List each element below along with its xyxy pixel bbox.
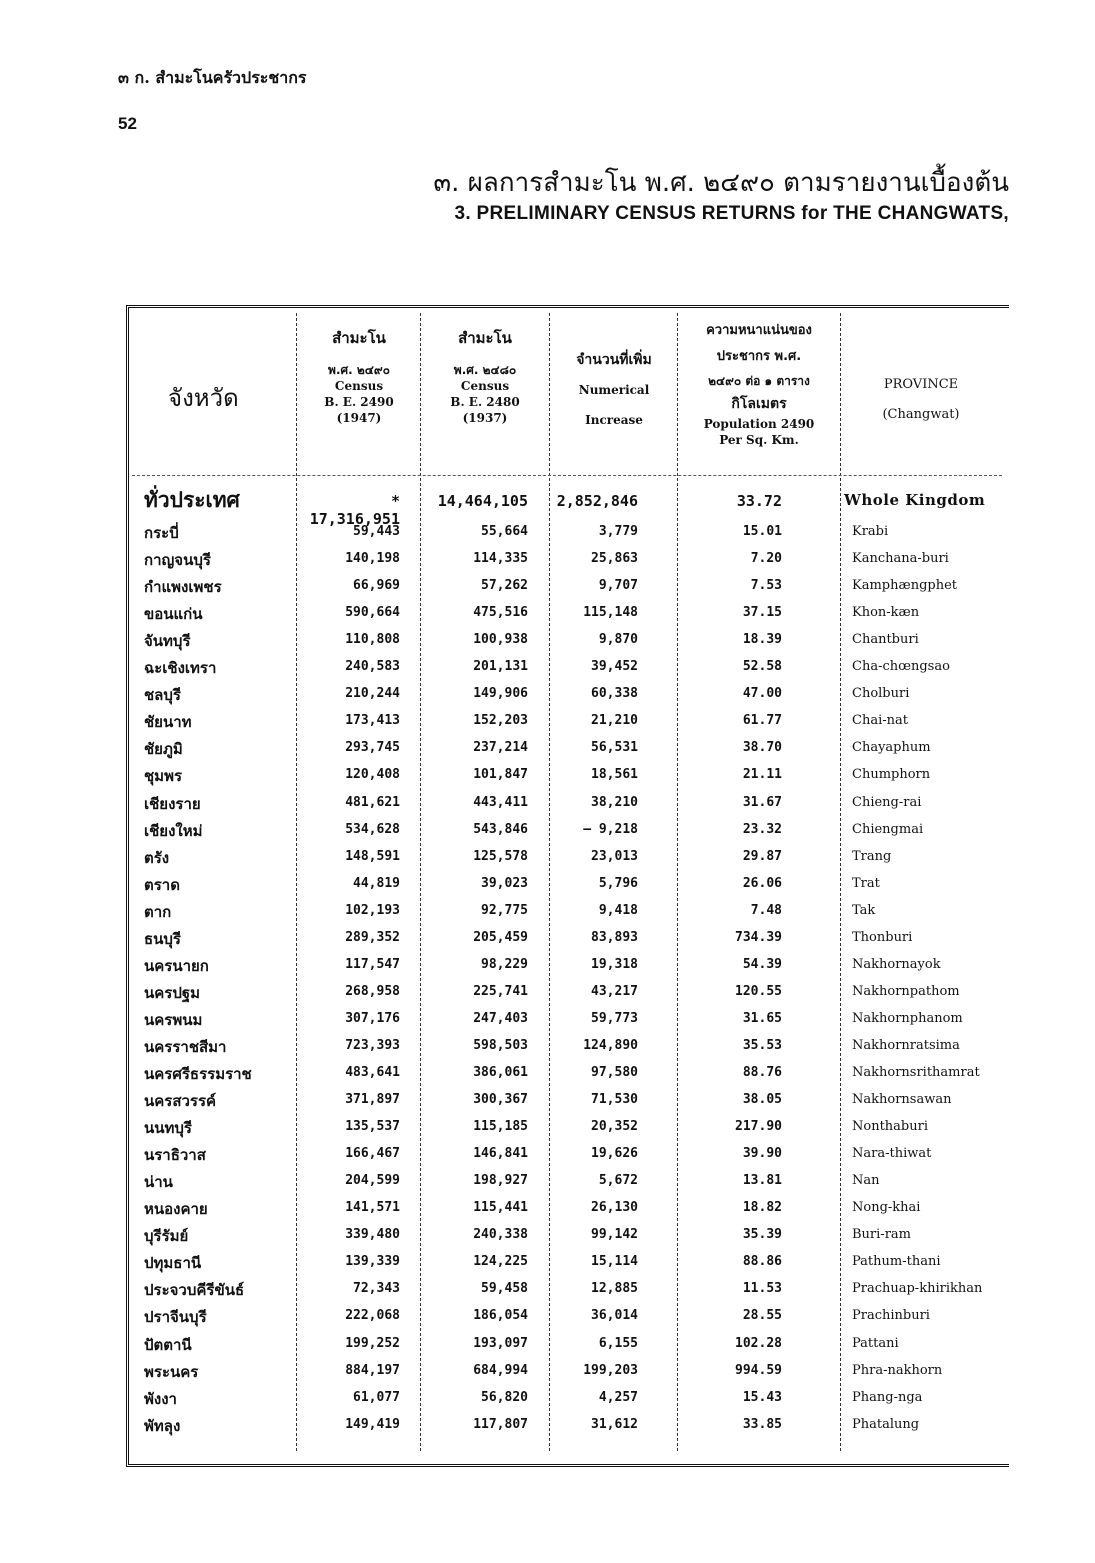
census-1947: 149,419 (345, 1417, 400, 1432)
province-thai: ปัตตานี (144, 1336, 192, 1354)
table-row (132, 1303, 1002, 1330)
col-header-line: จำนวนที่เพิ่ม (576, 352, 652, 368)
numerical-increase: 59,773 (591, 1011, 638, 1026)
density: 52.58 (742, 659, 782, 674)
census-1947: 102,193 (345, 903, 400, 918)
density: 217.90 (735, 1119, 782, 1134)
province-english: Nakhornayok (852, 957, 941, 972)
numerical-increase: 115,148 (583, 605, 638, 620)
table-row (132, 1195, 1002, 1222)
census-1947: 72,343 (353, 1281, 400, 1296)
numerical-increase: 21,210 (591, 713, 638, 728)
province-english: Trang (852, 849, 892, 864)
province-english: Chantburi (852, 632, 919, 647)
density: 38.70 (742, 740, 782, 755)
census-1937: 55,664 (481, 524, 528, 539)
numerical-increase: 124,890 (583, 1038, 638, 1053)
province-thai: นนทบุรี (144, 1119, 192, 1137)
census-1947: 61,077 (353, 1390, 400, 1405)
province-thai: ตรัง (144, 849, 170, 867)
table-title-thai: ๓. ผลการสำมะโน พ.ศ. ๒๔๙๐ ตามรายงานเบื้องต้น (433, 168, 1009, 198)
province-thai: เชียงราย (144, 795, 201, 813)
province-english: Nakhornsrithamrat (852, 1065, 980, 1080)
province-english: Tak (852, 903, 876, 918)
table-title-english: 3. PRELIMINARY CENSUS RETURNS for THE CHANGWATS, (454, 203, 1009, 224)
province-thai: นครนายก (144, 957, 209, 975)
province-thai: กระบี่ (144, 524, 179, 542)
table-row (132, 1276, 1002, 1303)
census-1947: 148,591 (345, 849, 400, 864)
province-english: Kanchana-buri (852, 551, 949, 566)
province-thai: นครศรีธรรมราช (144, 1065, 252, 1083)
table-row (132, 817, 1002, 844)
census-1947: 307,176 (345, 1011, 400, 1026)
census-1937: 193,097 (473, 1336, 528, 1351)
numerical-increase: 56,531 (591, 740, 638, 755)
census-1947: 204,599 (345, 1173, 400, 1188)
province-english: Chiengmai (852, 822, 924, 837)
col-header-line: B. E. 2490 (324, 395, 394, 409)
col-header-line: (1947) (336, 411, 382, 425)
table-row (132, 844, 1002, 871)
table-row (132, 1141, 1002, 1168)
numerical-increase: 18,561 (591, 767, 638, 782)
census-1937: 201,131 (473, 659, 528, 674)
province-thai: ชัยนาท (144, 713, 192, 731)
col-density-header (681, 318, 837, 448)
col-header-line: Numerical (578, 383, 650, 397)
census-1937: 115,185 (473, 1119, 528, 1134)
density: 33.72 (736, 492, 782, 510)
numerical-increase: 97,580 (591, 1065, 638, 1080)
density: 26.06 (742, 876, 782, 891)
table-row (132, 1249, 1002, 1276)
census-1937: 186,054 (473, 1308, 528, 1323)
numerical-increase: 36,014 (591, 1308, 638, 1323)
province-thai: นครสวรรค์ (144, 1092, 217, 1110)
census-1937: 598,503 (473, 1038, 528, 1053)
province-english: Trat (852, 876, 880, 891)
census-1947: 289,352 (345, 930, 400, 945)
numerical-increase: 15,114 (591, 1254, 638, 1269)
province-english: Phra-nakhorn (852, 1363, 943, 1378)
density: 13.81 (742, 1173, 782, 1188)
census-1937: 225,741 (473, 984, 528, 999)
census-1937: 443,411 (473, 795, 528, 810)
density: 21.11 (742, 767, 782, 782)
density: 33.85 (742, 1417, 782, 1432)
census-1947: 141,571 (345, 1200, 400, 1215)
density: 18.82 (742, 1200, 782, 1215)
density: 88.76 (742, 1065, 782, 1080)
table-row (132, 1006, 1002, 1033)
col-header-line: Per Sq. Km. (719, 433, 799, 447)
province-header-thai: จังหวัด (168, 384, 239, 412)
province-english: Nakhornratsima (852, 1038, 960, 1053)
census-1947: * 17,316,951 (309, 492, 400, 528)
province-english: Kamphængphet (852, 578, 958, 593)
province-english: Nong-khai (852, 1200, 921, 1215)
province-thai: เชียงใหม่ (144, 822, 203, 840)
density: 11.53 (742, 1281, 782, 1296)
col-header-line: Census (460, 379, 510, 393)
census-1947: 173,413 (345, 713, 400, 728)
col-header-line: ประชากร พ.ศ. (716, 349, 802, 364)
table-row (132, 1412, 1002, 1439)
table-row (132, 681, 1002, 708)
numerical-increase: 23,013 (591, 849, 638, 864)
col-header-line: สำมะโน (458, 329, 512, 347)
numerical-increase: 19,626 (591, 1146, 638, 1161)
census-1937: 205,459 (473, 930, 528, 945)
census-1937: 39,023 (481, 876, 528, 891)
header-separator (132, 475, 1002, 476)
density: 35.53 (742, 1038, 782, 1053)
table-row (132, 573, 1002, 600)
census-1937: 124,225 (473, 1254, 528, 1269)
table-row (132, 654, 1002, 681)
density: 61.77 (742, 713, 782, 728)
province-thai: น่าน (144, 1173, 173, 1191)
census-1937: 240,338 (473, 1227, 528, 1242)
province-english: Whole Kingdom (844, 491, 986, 509)
table-row (132, 871, 1002, 898)
census-1937: 98,229 (481, 957, 528, 972)
province-english: Cha-chœngsao (852, 659, 950, 674)
census-1937: 247,403 (473, 1011, 528, 1026)
col-census-1937-header (424, 330, 546, 426)
col-census-1947-header (300, 330, 418, 426)
density: 734.39 (735, 930, 782, 945)
col-header-line: สำมะโน (332, 329, 386, 347)
col-header-line: Census (334, 379, 384, 393)
province-english: Chumphorn (852, 767, 931, 782)
census-1947: 59,443 (353, 524, 400, 539)
census-1947: 66,969 (353, 578, 400, 593)
table-row (132, 519, 1002, 546)
census-1937: 117,807 (473, 1417, 528, 1432)
table-row (132, 1385, 1002, 1412)
table-row (132, 1033, 1002, 1060)
census-1947: 135,537 (345, 1119, 400, 1134)
province-thai: กำแพงเพชร (144, 578, 222, 596)
numerical-increase: 5,796 (598, 876, 638, 891)
table-row (132, 952, 1002, 979)
census-1947: 534,628 (345, 822, 400, 837)
province-thai: ขอนแก่น (144, 605, 203, 623)
province-english: Chieng-rai (852, 795, 922, 810)
table-row (132, 1168, 1002, 1195)
province-header-line: PROVINCE (883, 377, 959, 392)
numerical-increase: 19,318 (591, 957, 638, 972)
table-row (132, 1358, 1002, 1385)
col-header-line: Population 2490 (703, 417, 815, 431)
province-english: Krabi (852, 524, 889, 539)
census-1947: 44,819 (353, 876, 400, 891)
census-1947: 117,547 (345, 957, 400, 972)
census-1937: 198,927 (473, 1173, 528, 1188)
numerical-increase: 39,452 (591, 659, 638, 674)
census-1937: 237,214 (473, 740, 528, 755)
province-thai: ตาก (144, 903, 172, 921)
numerical-increase: 43,217 (591, 984, 638, 999)
census-1947: 339,480 (345, 1227, 400, 1242)
col-header-line: พ.ศ. ๒๔๘๐ (453, 363, 517, 377)
province-thai: หนองคาย (144, 1200, 208, 1218)
census-1937: 146,841 (473, 1146, 528, 1161)
province-thai: พัทลุง (144, 1417, 181, 1435)
table-row (132, 735, 1002, 762)
province-thai: ธนบุรี (144, 930, 181, 948)
numerical-increase: 4,257 (598, 1390, 638, 1405)
numerical-increase: 83,893 (591, 930, 638, 945)
census-1937: 125,578 (473, 849, 528, 864)
census-1937: 100,938 (473, 632, 528, 647)
table-row (132, 546, 1002, 573)
density: 15.43 (742, 1390, 782, 1405)
census-1947: 139,339 (345, 1254, 400, 1269)
census-1947: 222,068 (345, 1308, 400, 1323)
province-english: Buri-ram (852, 1227, 911, 1242)
table-row (132, 898, 1002, 925)
numerical-increase: 38,210 (591, 795, 638, 810)
province-thai: นครปฐม (144, 984, 201, 1002)
province-english: Phatalung (852, 1417, 920, 1432)
density: 7.48 (750, 903, 782, 918)
table-row (132, 790, 1002, 817)
census-1937: 684,994 (473, 1363, 528, 1378)
col-header-line: พ.ศ. ๒๔๙๐ (328, 363, 390, 377)
province-english: Pattani (852, 1336, 899, 1351)
numerical-increase: 199,203 (583, 1363, 638, 1378)
census-1947: 240,583 (345, 659, 400, 674)
density: 38.05 (742, 1092, 782, 1107)
density: 31.67 (742, 795, 782, 810)
province-thai: บุรีรัมย์ (144, 1227, 189, 1245)
province-english: Nakhornsawan (852, 1092, 952, 1107)
running-header: ๓ ก. สำมะโนครัวประชากร (118, 68, 307, 87)
density: 23.32 (742, 822, 782, 837)
province-english: Khon-kæn (852, 605, 920, 620)
numerical-increase: 20,352 (591, 1119, 638, 1134)
province-thai: นครพนม (144, 1011, 203, 1029)
census-1937: 115,441 (473, 1200, 528, 1215)
census-1947: 268,958 (345, 984, 400, 999)
census-1947: 481,621 (345, 795, 400, 810)
census-1937: 300,367 (473, 1092, 528, 1107)
census-1947: 884,197 (345, 1363, 400, 1378)
numerical-increase: 31,612 (591, 1417, 638, 1432)
province-english: Cholburi (852, 686, 910, 701)
col-header-line: ความหนาแน่นของ (706, 323, 812, 338)
numerical-increase: 25,863 (591, 551, 638, 566)
density: 31.65 (742, 1011, 782, 1026)
density: 994.59 (735, 1363, 782, 1378)
province-english: Nakhornphanom (852, 1011, 963, 1026)
col-increase-header (553, 352, 675, 428)
province-header-english (846, 370, 996, 430)
numerical-increase: 6,155 (598, 1336, 638, 1351)
census-1937: 149,906 (473, 686, 528, 701)
province-thai: ปทุมธานี (144, 1254, 202, 1272)
density: 15.01 (742, 524, 782, 539)
census-1937: 475,516 (473, 605, 528, 620)
province-thai: กาญจนบุรี (144, 551, 211, 569)
density: 7.53 (750, 578, 782, 593)
census-1947: 590,664 (345, 605, 400, 620)
census-1947: 110,808 (345, 632, 400, 647)
census-1937: 386,061 (473, 1065, 528, 1080)
density: 35.39 (742, 1227, 782, 1242)
census-1937: 56,820 (481, 1390, 528, 1405)
census-1937: 101,847 (473, 767, 528, 782)
census-1947: 723,393 (345, 1038, 400, 1053)
census-1937: 152,203 (473, 713, 528, 728)
province-english: Prachuap-khirikhan (852, 1281, 983, 1296)
numerical-increase: 99,142 (591, 1227, 638, 1242)
census-1937: 57,262 (481, 578, 528, 593)
census-1947: 140,198 (345, 551, 400, 566)
density: 29.87 (742, 849, 782, 864)
density: 102.28 (735, 1336, 782, 1351)
province-thai: ชุมพร (144, 767, 183, 785)
table-row (132, 627, 1002, 654)
numerical-increase: 2,852,846 (556, 492, 638, 510)
numerical-increase: 12,885 (591, 1281, 638, 1296)
density: 37.15 (742, 605, 782, 620)
table-row (132, 1114, 1002, 1141)
province-english: Thonburi (852, 930, 913, 945)
province-header-line: (Changwat) (882, 407, 960, 422)
census-1947: 210,244 (345, 686, 400, 701)
numerical-increase: 60,338 (591, 686, 638, 701)
province-thai: พระนคร (144, 1363, 199, 1381)
province-thai: ตราด (144, 876, 180, 894)
table-row (132, 979, 1002, 1006)
table-row (132, 600, 1002, 627)
census-1947: 120,408 (345, 767, 400, 782)
province-english: Chayaphum (852, 740, 931, 755)
province-english: Nan (852, 1173, 880, 1188)
province-thai: นราธิวาส (144, 1146, 206, 1164)
col-header-line: (1937) (462, 411, 508, 425)
census-1947: 293,745 (345, 740, 400, 755)
census-1937: 114,335 (473, 551, 528, 566)
province-thai: จันทบุรี (144, 632, 191, 650)
table-row (132, 1222, 1002, 1249)
province-english: Pathum-thani (852, 1254, 941, 1269)
census-1937: 14,464,105 (437, 492, 528, 510)
page-number: 52 (118, 114, 137, 133)
density: 120.55 (735, 984, 782, 999)
numerical-increase: — 9,218 (583, 822, 638, 837)
province-english: Nonthaburi (852, 1119, 928, 1134)
province-english: Nakhornpathom (852, 984, 960, 999)
density: 88.86 (742, 1254, 782, 1269)
province-thai: พังงา (144, 1390, 177, 1408)
province-english: Phang-nga (852, 1390, 923, 1405)
col-header-line: ๒๔๙๐ ต่อ ๑ ตาราง (708, 374, 810, 388)
table-row (132, 708, 1002, 735)
province-thai: ชลบุรี (144, 686, 181, 704)
table-row (132, 1331, 1002, 1358)
province-thai: ทั่วประเทศ (144, 488, 240, 512)
census-1947: 199,252 (345, 1336, 400, 1351)
numerical-increase: 5,672 (598, 1173, 638, 1188)
density: 47.00 (742, 686, 782, 701)
census-1937: 92,775 (481, 903, 528, 918)
census-1937: 59,458 (481, 1281, 528, 1296)
census-1947: 483,641 (345, 1065, 400, 1080)
density: 7.20 (750, 551, 782, 566)
table-row (132, 1087, 1002, 1114)
numerical-increase: 9,870 (598, 632, 638, 647)
census-1947: 371,897 (345, 1092, 400, 1107)
table-row (132, 762, 1002, 789)
table-row-total (132, 484, 1002, 528)
density: 39.90 (742, 1146, 782, 1161)
col-header-line: B. E. 2480 (450, 395, 520, 409)
table-row (132, 1060, 1002, 1087)
province-english: Nara-thiwat (852, 1146, 932, 1161)
density: 18.39 (742, 632, 782, 647)
numerical-increase: 9,418 (598, 903, 638, 918)
census-1947: 166,467 (345, 1146, 400, 1161)
density: 54.39 (742, 957, 782, 972)
province-thai: ประจวบคีรีขันธ์ (144, 1281, 245, 1299)
numerical-increase: 3,779 (598, 524, 638, 539)
col-header-line: Increase (585, 413, 643, 427)
census-1937: 543,846 (473, 822, 528, 837)
province-english: Chai-nat (852, 713, 908, 728)
table-row (132, 925, 1002, 952)
province-thai: ปราจีนบุรี (144, 1308, 207, 1326)
province-thai: ฉะเชิงเทรา (144, 659, 217, 677)
numerical-increase: 26,130 (591, 1200, 638, 1215)
numerical-increase: 9,707 (598, 578, 638, 593)
province-english: Prachinburi (852, 1308, 930, 1323)
col-header-line: กิโลเมตร (731, 396, 787, 412)
numerical-increase: 71,530 (591, 1092, 638, 1107)
density: 28.55 (742, 1308, 782, 1323)
province-thai: ชัยภูมิ (144, 740, 183, 758)
province-thai: นครราชสีมา (144, 1038, 227, 1056)
